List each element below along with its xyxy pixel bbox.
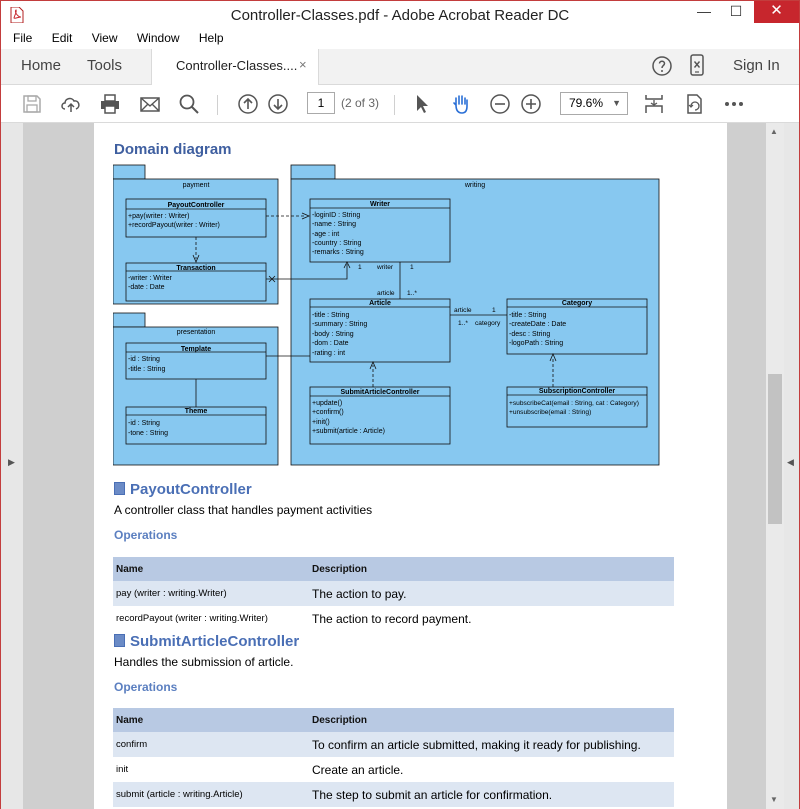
svg-text:-loginID : String: -loginID : String bbox=[312, 212, 361, 219]
vertical-scrollbar[interactable] bbox=[766, 123, 784, 809]
fit-page-icon[interactable] bbox=[643, 93, 665, 115]
menu-help[interactable]: Help bbox=[198, 31, 224, 45]
sign-in-link[interactable]: Sign In bbox=[733, 57, 780, 74]
operation-name: pay (writer : writing.Writer) bbox=[113, 581, 309, 606]
operation-description: The step to submit an article for confirmation. bbox=[309, 782, 674, 807]
domain-diagram-heading: Domain diagram bbox=[114, 141, 232, 158]
zoom-value: 79.6% bbox=[569, 96, 604, 110]
svg-text:Writer: Writer bbox=[369, 201, 391, 208]
svg-text:-date : Date: -date : Date bbox=[128, 284, 165, 291]
svg-text:-writer : Writer: -writer : Writer bbox=[128, 275, 172, 282]
more-tools-icon[interactable] bbox=[723, 93, 745, 115]
svg-text:writer: writer bbox=[377, 264, 394, 271]
svg-text:+subscribeCat(email : String,: +subscribeCat(email : String, cat : Category) bbox=[509, 400, 639, 407]
svg-text:-name : String: -name : String bbox=[312, 221, 356, 228]
next-page-icon[interactable] bbox=[267, 93, 289, 115]
zoom-out-icon[interactable] bbox=[489, 93, 511, 115]
svg-text:Category: Category bbox=[561, 300, 593, 307]
svg-text:-id : String: -id : String bbox=[128, 420, 160, 427]
scroll-up-icon[interactable]: ▲ bbox=[770, 127, 778, 136]
svg-text:+init(): +init() bbox=[312, 419, 330, 426]
operations-table-payout bbox=[113, 557, 674, 631]
svg-text:+submit(article : Article): +submit(article : Article) bbox=[312, 428, 385, 435]
package-label: payment bbox=[182, 182, 210, 189]
search-icon[interactable] bbox=[178, 93, 200, 115]
operation-name: confirm bbox=[113, 732, 309, 757]
chevron-down-icon: ▼ bbox=[612, 98, 621, 108]
svg-text:-title : String: -title : String bbox=[509, 312, 547, 319]
print-icon[interactable] bbox=[99, 93, 121, 115]
tab-tools[interactable]: Tools bbox=[87, 57, 123, 74]
email-icon[interactable] bbox=[139, 93, 161, 115]
svg-text:+recordPayout(writer : Writer): +recordPayout(writer : Writer) bbox=[128, 222, 220, 229]
toolbar bbox=[1, 85, 799, 123]
svg-text:-tone : String: -tone : String bbox=[128, 430, 169, 437]
svg-text:-title : String: -title : String bbox=[128, 366, 166, 373]
package-label: presentation bbox=[176, 329, 216, 336]
column-header-description: Description bbox=[309, 708, 674, 732]
close-window-button[interactable]: ✕ bbox=[754, 1, 799, 23]
svg-text:-createDate : Date: -createDate : Date bbox=[509, 321, 567, 328]
class-template bbox=[126, 343, 266, 379]
section-title-text: PayoutController bbox=[130, 481, 252, 498]
table-row bbox=[113, 782, 674, 807]
svg-text:+unsubscribe(email : String): +unsubscribe(email : String) bbox=[509, 409, 592, 416]
svg-text:-age : int: -age : int bbox=[312, 231, 340, 238]
menu-file[interactable]: File bbox=[13, 31, 33, 45]
svg-text:-title : String: -title : String bbox=[312, 312, 350, 319]
tab-bar bbox=[1, 49, 799, 85]
domain-diagram bbox=[113, 163, 663, 467]
page-count: (2 of 3) bbox=[341, 96, 380, 110]
table-header-row bbox=[113, 708, 674, 732]
svg-text:-dom : Date: -dom : Date bbox=[312, 340, 349, 347]
rotate-page-icon[interactable] bbox=[683, 93, 705, 115]
class-icon bbox=[114, 634, 125, 647]
operations-table-submit-article bbox=[113, 708, 674, 807]
svg-text:-remarks : String: -remarks : String bbox=[312, 249, 364, 256]
operations-heading: Operations bbox=[114, 528, 178, 542]
window-title: Controller-Classes.pdf - Adobe Acrobat Reader DC bbox=[230, 7, 570, 24]
minimize-button[interactable]: — bbox=[697, 3, 711, 19]
close-tab-icon[interactable]: × bbox=[299, 57, 307, 72]
section-description: A controller class that handles payment activities bbox=[114, 503, 373, 517]
class-submit-article-controller bbox=[310, 387, 450, 444]
section-title-payout-controller bbox=[114, 481, 252, 498]
right-panel-toggle[interactable] bbox=[784, 123, 799, 809]
svg-text:Article: Article bbox=[369, 300, 391, 307]
save-icon[interactable] bbox=[21, 93, 43, 115]
svg-text:1: 1 bbox=[492, 307, 496, 314]
zoom-level-select[interactable] bbox=[560, 92, 628, 115]
svg-text:SubmitArticleController: SubmitArticleController bbox=[340, 389, 420, 396]
menu-window[interactable]: Window bbox=[136, 31, 180, 45]
document-tab-label: Controller-Classes.... bbox=[176, 58, 298, 73]
tab-document[interactable] bbox=[151, 49, 319, 85]
svg-text:-logoPath : String: -logoPath : String bbox=[509, 340, 564, 347]
operation-name: init bbox=[116, 764, 129, 775]
expand-right-icon: ◀ bbox=[787, 457, 794, 467]
package-label: writing bbox=[464, 182, 486, 189]
class-subscription-controller bbox=[507, 387, 647, 427]
svg-text:-body : String: -body : String bbox=[312, 331, 354, 338]
section-title-submit-article-controller bbox=[114, 633, 299, 650]
table-row bbox=[113, 581, 674, 606]
table-row bbox=[113, 606, 674, 631]
svg-text:1: 1 bbox=[410, 264, 414, 271]
svg-text:-desc : String: -desc : String bbox=[509, 331, 551, 338]
operation-description: To confirm an article submitted, making it ready for publishing. bbox=[309, 732, 674, 757]
svg-text:1..*: 1..* bbox=[407, 290, 417, 297]
left-panel-toggle[interactable] bbox=[1, 123, 23, 809]
operation-description: Create an article. bbox=[312, 762, 404, 777]
svg-text:1..*: 1..* bbox=[458, 320, 468, 327]
previous-page-icon[interactable] bbox=[237, 93, 259, 115]
column-header-description: Description bbox=[309, 557, 674, 581]
section-title-text: SubmitArticleController bbox=[130, 633, 300, 650]
document-viewer bbox=[1, 123, 799, 809]
scroll-down-icon[interactable]: ▼ bbox=[770, 795, 778, 804]
expand-left-icon: ▶ bbox=[8, 457, 15, 467]
operation-name: recordPayout (writer : writing.Writer) bbox=[116, 613, 268, 624]
operation-description: The action to pay. bbox=[309, 581, 674, 606]
operation-description: The action to record payment. bbox=[312, 611, 472, 626]
maximize-button[interactable]: ☐ bbox=[729, 3, 743, 19]
svg-text:Template: Template bbox=[180, 346, 212, 353]
section-description: Handles the submission of article. bbox=[114, 655, 294, 669]
operations-heading: Operations bbox=[114, 680, 178, 694]
svg-text:-id : String: -id : String bbox=[128, 356, 160, 363]
toolbar-divider bbox=[394, 95, 395, 115]
cloud-upload-icon[interactable] bbox=[60, 93, 82, 115]
svg-text:-summary : String: -summary : String bbox=[312, 321, 368, 328]
pdf-page bbox=[94, 123, 727, 809]
zoom-in-icon[interactable] bbox=[520, 93, 542, 115]
class-theme bbox=[126, 407, 266, 444]
svg-text:article: article bbox=[454, 307, 472, 314]
svg-text:+confirm(): +confirm() bbox=[312, 409, 344, 416]
operation-name: submit (article : writing.Article) bbox=[113, 782, 309, 807]
svg-text:article: article bbox=[377, 290, 395, 297]
table-row bbox=[113, 757, 674, 782]
table-header-row bbox=[113, 557, 674, 581]
class-writer bbox=[310, 199, 450, 262]
svg-text:Theme: Theme bbox=[184, 408, 208, 415]
class-article bbox=[310, 299, 450, 362]
svg-text:category: category bbox=[475, 320, 501, 327]
svg-text:+pay(writer : Writer): +pay(writer : Writer) bbox=[128, 213, 190, 220]
svg-text:-country : String: -country : String bbox=[312, 240, 362, 247]
select-cursor-icon[interactable] bbox=[411, 93, 433, 115]
help-icon[interactable] bbox=[651, 55, 673, 77]
page-number-input[interactable]: 1 bbox=[307, 92, 335, 114]
toolbar-divider bbox=[217, 95, 218, 115]
svg-text:SubscriptionController: SubscriptionController bbox=[538, 388, 616, 395]
svg-text:Transaction: Transaction bbox=[176, 265, 216, 272]
class-icon bbox=[114, 482, 125, 495]
class-transaction bbox=[126, 263, 266, 301]
column-header-name: Name bbox=[113, 708, 309, 732]
hand-tool-icon[interactable] bbox=[450, 93, 472, 115]
title-bar bbox=[1, 1, 799, 29]
table-row bbox=[113, 732, 674, 757]
svg-text:+update(): +update() bbox=[312, 400, 343, 407]
menu-bar bbox=[1, 29, 799, 49]
tab-home[interactable]: Home bbox=[21, 57, 62, 74]
svg-text:-rating : int: -rating : int bbox=[312, 350, 346, 357]
scrollbar-thumb[interactable] bbox=[768, 374, 782, 524]
class-payout-controller bbox=[126, 199, 266, 237]
class-category bbox=[507, 299, 647, 354]
column-header-name: Name bbox=[113, 557, 309, 581]
svg-text:1: 1 bbox=[358, 264, 362, 271]
mobile-link-icon[interactable] bbox=[689, 54, 705, 76]
menu-view[interactable]: View bbox=[91, 31, 118, 45]
menu-edit[interactable]: Edit bbox=[51, 31, 73, 45]
svg-text:PayoutController: PayoutController bbox=[167, 202, 225, 209]
